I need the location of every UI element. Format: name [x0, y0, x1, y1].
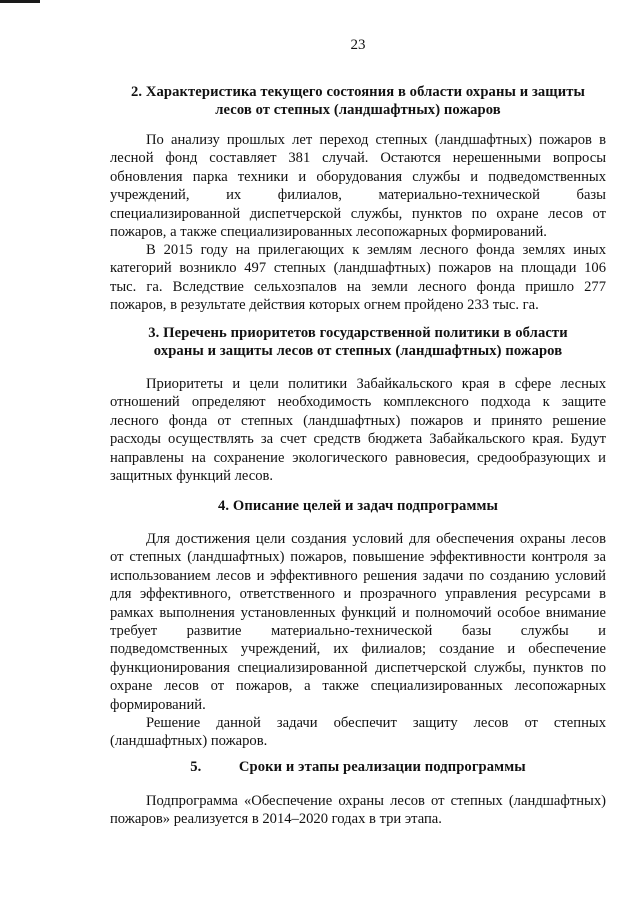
- text-line: пожаров, в результате действия которых огнем пройдено 233 тыс. га.: [110, 297, 539, 314]
- heading-line: охраны и защиты лесов от степных (ландшафтных) пожаров: [153, 343, 563, 359]
- heading-line: 3. Перечень приоритетов государственной политики в области: [148, 325, 568, 341]
- heading-line: 5. Сроки и этапы реализации подпрограммы: [190, 759, 526, 775]
- page-number: 23: [350, 37, 366, 53]
- section-5-heading: [110, 758, 606, 776]
- text-line: пожаров» реализуется в 2014–2020 годах в три этапа.: [110, 811, 442, 828]
- text-line: направлены на сохранение экологического равновесия, средообразующих и: [110, 449, 606, 466]
- text-line: от степных (ландшафтных) пожаров, повышение эффективности контроля за: [110, 549, 606, 566]
- text-line: формирований.: [110, 696, 206, 713]
- text-line: (ландшафтных) пожаров.: [110, 733, 268, 750]
- text-line: для эффективного, ответственного и прозрачного управления ресурсами в: [110, 586, 606, 603]
- text-line: подведомственных учреждений, их филиалов; создание и обеспечение: [110, 641, 606, 658]
- text-line: учреждений, их филиалов, материально-технической базы: [110, 187, 606, 204]
- text-line: защитных функций лесов.: [110, 467, 274, 484]
- section-3-heading: [110, 324, 606, 360]
- text-line: лесного фонда от степных (ландшафтных) пожаров и принято решение: [110, 412, 606, 429]
- section-4-paragraph-1: [110, 530, 606, 714]
- text-line: использованием лесов и эффективного решения задачи по созданию условий: [110, 567, 606, 584]
- text-line: тыс. га. Вследствие сельхозпалов на земли лесного фонда пришло 277: [110, 278, 606, 295]
- text-line: Подпрограмма «Обеспечение охраны лесов от степных (ландшафтных): [146, 793, 606, 809]
- section-2-paragraph-1: [110, 131, 606, 241]
- section-2-heading: [110, 83, 606, 119]
- text-line: лесной фонд составляет 381 случай. Остаются нерешенными вопросы: [110, 150, 606, 167]
- text-line: требует развитие материально-технической базы службы и: [110, 622, 606, 639]
- text-line: рамках выполнения установленных функций и полномочий особое внимание: [110, 604, 606, 621]
- text-line: пожаров, а также специализированных лесопожарных формирований.: [110, 223, 547, 240]
- text-line: обновления парка техники и оборудования службы и подведомственных: [110, 168, 606, 185]
- scan-corner-mark: [0, 0, 40, 3]
- text-line: охране лесов от пожаров, а также специализированных лесопожарных: [110, 678, 606, 695]
- section-5-paragraph-1: [110, 792, 606, 829]
- text-line: По анализу прошлых лет переход степных (ландшафтных) пожаров в: [146, 132, 606, 148]
- heading-line: 2. Характеристика текущего состояния в области охраны и защиты: [130, 84, 586, 100]
- text-line: расходы осуществлять за счет средств бюджета Забайкальского края. Будут: [110, 431, 606, 448]
- text-line: функционирования специализированной диспетчерской службы, пунктов по: [110, 659, 606, 676]
- heading-line: 4. Описание целей и задач подпрограммы: [217, 498, 499, 514]
- text-line: специализированной диспетчерской службы, пунктов по охране лесов от: [110, 205, 606, 222]
- heading-line: лесов от степных (ландшафтных) пожаров: [215, 102, 501, 118]
- section-4-heading: [110, 497, 606, 515]
- section-4-paragraph-2: [110, 714, 606, 751]
- text-line: В 2015 году на прилегающих к землям лесного фонда землях иных: [146, 242, 606, 258]
- text-line: категорий возникло 497 степных (ландшафтных) пожаров на площади 106: [110, 260, 606, 277]
- section-3-paragraph-1: [110, 375, 606, 485]
- text-line: Приоритеты и цели политики Забайкальского края в сфере лесных: [146, 376, 606, 392]
- text-line: отношений определяют необходимость комплексного подхода к защите: [110, 394, 606, 411]
- text-line: Для достижения цели создания условий для обеспечения охраны лесов: [146, 531, 606, 547]
- text-line: Решение данной задачи обеспечит защиту лесов от степных: [146, 715, 606, 731]
- section-2-paragraph-2: [110, 241, 606, 315]
